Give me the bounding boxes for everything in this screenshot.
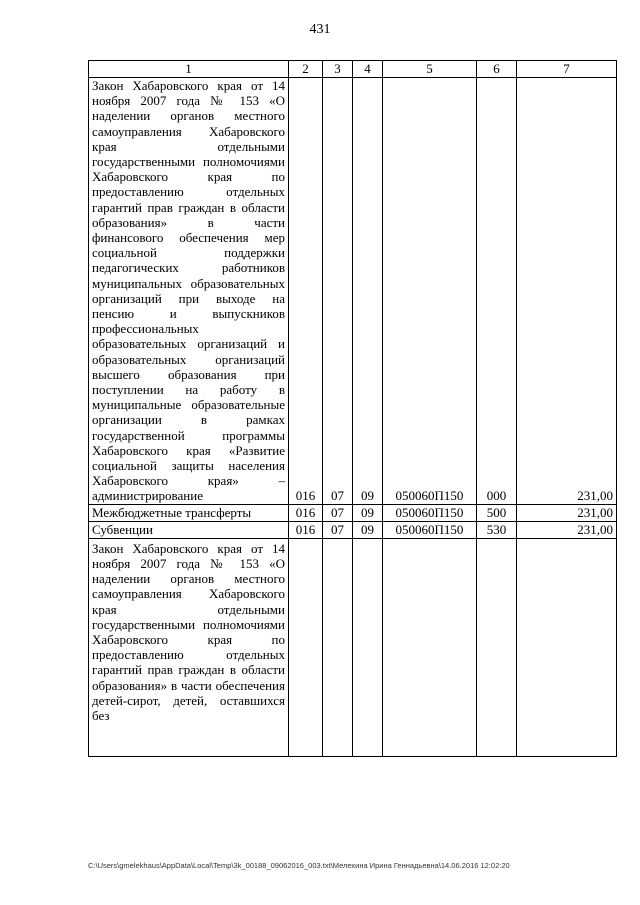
table-row (89, 78, 617, 505)
row-description: Закон Хабаровского края от 14 ноября 2007 года № 153 «О наделении органов местного самоуправления Хабаровского края отдельными государственными полномочиями Хабаровского края по предоставлению отдельных гарантий прав граждан в области образования» в части обеспечения детей-сирот, детей, оставшихся без (89, 538, 289, 756)
row-description: Субвенции (89, 521, 289, 538)
table-row (89, 504, 617, 521)
cell-section: 07 (323, 521, 353, 538)
cell-subsection: 09 (353, 504, 383, 521)
cell-target-article: 050060П150 (383, 521, 477, 538)
cell-expense-type: 530 (477, 521, 517, 538)
header-col-3: 3 (323, 61, 353, 78)
header-col-6: 6 (477, 61, 517, 78)
cell-subsection (353, 538, 383, 756)
table-header-row (89, 61, 617, 78)
cell-ministry-code: 016 (289, 78, 323, 505)
header-col-7: 7 (517, 61, 617, 78)
cell-expense-type (477, 538, 517, 756)
row-description: Закон Хабаровского края от 14 ноября 2007 года № 153 «О наделении органов местного самоуправления Хабаровского края отдельными государственными полномочиями Хабаровского края по предоставлению отдельных гарантий прав граждан в области образования» в части финансового обеспечения мер социальной поддержки педагогических работников муниципальных образовательных организаций при выходе на пенсию и выпускников профессиональных образовательных организаций и образовательных организаций высшего образования при поступлении на работу в муниципальные образовательные организации в рамках государственной программы Хабаровского края «Развитие социальной защиты населения Хабаровского края» – администрирование (89, 78, 289, 505)
header-col-4: 4 (353, 61, 383, 78)
page-number: 431 (309, 22, 331, 37)
cell-ministry-code: 016 (289, 521, 323, 538)
cell-section: 07 (323, 78, 353, 505)
cell-amount: 231,00 (517, 521, 617, 538)
cell-section (323, 538, 353, 756)
header-col-5: 5 (383, 61, 477, 78)
table-row (89, 521, 617, 538)
cell-ministry-code (289, 538, 323, 756)
cell-amount: 231,00 (517, 504, 617, 521)
cell-target-article (383, 538, 477, 756)
cell-amount: 231,00 (517, 78, 617, 505)
cell-target-article: 050060П150 (383, 78, 477, 505)
cell-section: 07 (323, 504, 353, 521)
table-row (89, 538, 617, 756)
row-description: Межбюджетные трансферты (89, 504, 289, 521)
cell-subsection: 09 (353, 521, 383, 538)
cell-amount (517, 538, 617, 756)
cell-subsection: 09 (353, 78, 383, 505)
cell-expense-type: 500 (477, 504, 517, 521)
header-col-1: 1 (89, 61, 289, 78)
cell-ministry-code: 016 (289, 504, 323, 521)
budget-table (88, 60, 617, 757)
cell-target-article: 050060П150 (383, 504, 477, 521)
cell-expense-type: 000 (477, 78, 517, 505)
footer-file-path: C:\Users\gmelekhaus\AppData\Local\Temp\3k_00188_09062016_003.txt\Мелехина Ирина Геннадьевна\14.06.2016 12:02:20 (88, 861, 510, 870)
header-col-2: 2 (289, 61, 323, 78)
